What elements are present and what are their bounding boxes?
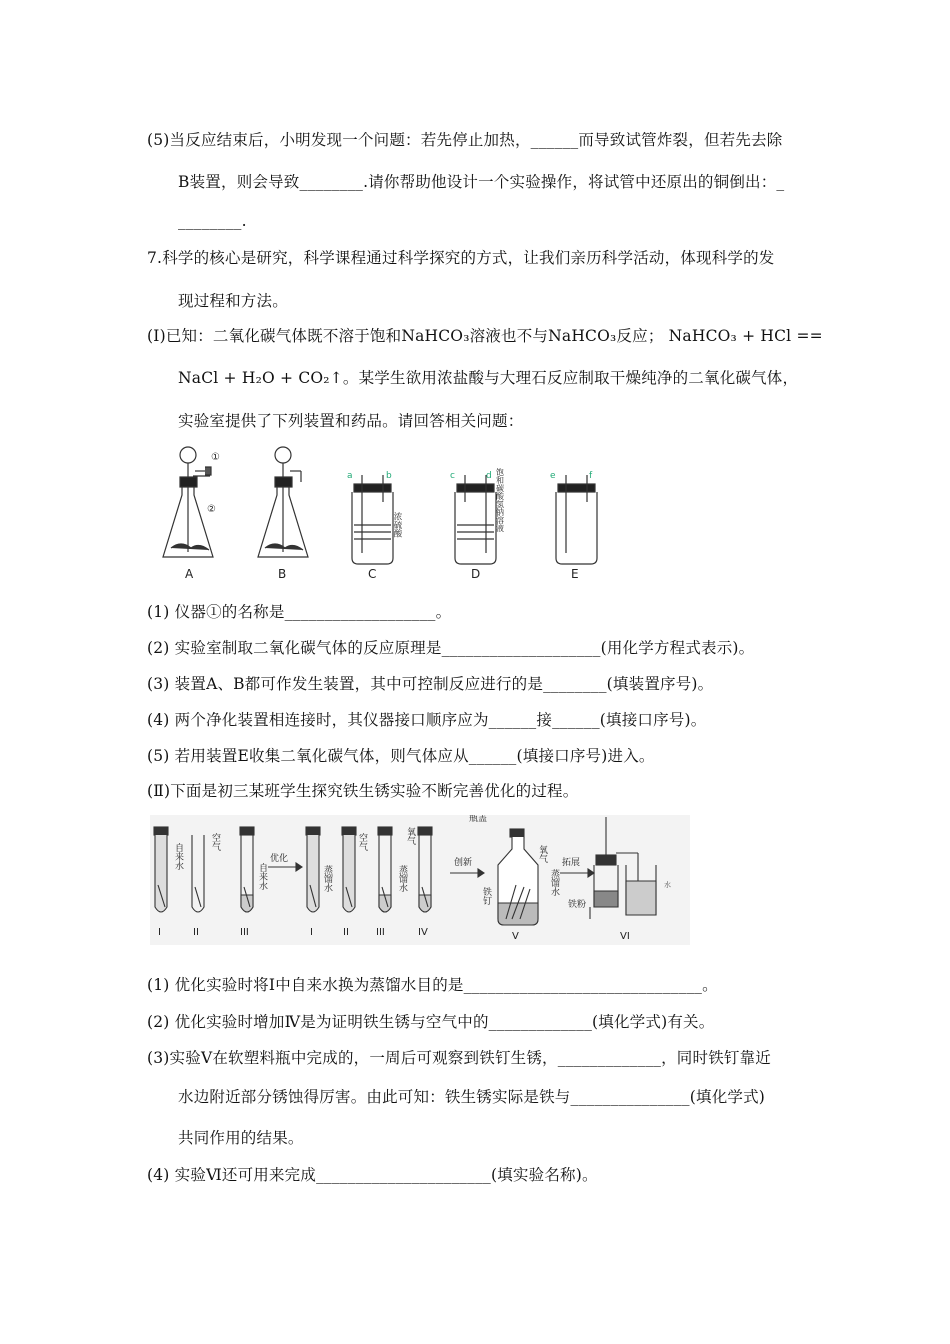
tube-2-ii	[342, 827, 356, 938]
roman-iii-2: III	[376, 927, 385, 938]
apparatus-figure	[155, 440, 605, 588]
q6-part5-line2: B装置，则会导致________.请你帮助他设计一个实验操作，将试管中还原出的铜倒出：_	[178, 173, 785, 191]
part2-q3-line2: 水边附近部分锈蚀得厉害。由此可知：铁生锈实际是铁与_______________(填化学式)	[178, 1088, 766, 1106]
mark-2: ②	[207, 504, 216, 515]
tube-1-iii	[240, 827, 254, 938]
tube-2-i	[306, 827, 320, 938]
label-d: D	[471, 567, 481, 581]
roman-i-1: I	[158, 927, 161, 938]
tap-water-label-1: 自来水	[173, 843, 183, 870]
tube-1-ii	[192, 835, 204, 938]
roman-iv: IV	[418, 927, 428, 938]
arrow-innovate: 创新	[454, 858, 473, 868]
bottle-v	[498, 829, 538, 942]
part1-q5: (5) 若用装置E收集二氧化碳气体，则气体应从______(填接口序号)进入。	[147, 747, 655, 765]
cap-label: 瓶盖	[469, 815, 488, 824]
roman-ii-1: II	[193, 927, 199, 938]
q7-intro-line2: 现过程和方法。	[178, 292, 288, 310]
roman-ii-2: II	[343, 927, 349, 938]
port-c: c	[450, 471, 455, 481]
distilled-label-2: 蒸馏水	[397, 865, 407, 892]
part1-q3: (3) 装置A、B都可作发生装置，其中可控制反应进行的是________(填装置序号)。	[147, 675, 714, 693]
apparatus-e	[550, 471, 597, 581]
part2-q2: (2) 优化实验时增加Ⅳ是为证明铁生锈与空气中的_____________(填化学式)有关。	[147, 1013, 715, 1031]
roman-v: V	[512, 931, 519, 942]
port-e: e	[550, 471, 556, 481]
part2-q4: (4) 实验Ⅵ还可用来完成______________________(填实验名称)。	[147, 1166, 598, 1184]
port-b: b	[386, 471, 392, 481]
port-f: f	[589, 471, 593, 481]
distilled-label-3: 蒸馏水	[549, 869, 559, 896]
label-a: A	[185, 567, 194, 581]
part1-q1: (1) 仪器①的名称是___________________。	[147, 603, 452, 621]
mark-1: ①	[211, 452, 220, 463]
apparatus-d	[450, 467, 505, 581]
setup-vi	[590, 817, 656, 942]
part2-q3-line1: (3)实验Ⅴ在软塑料瓶中完成的，一周后可观察到铁钉生锈，_____________，同时铁钉靠近	[147, 1049, 772, 1067]
apparatus-a	[163, 447, 220, 581]
tap-water-label-2: 自来水	[257, 863, 267, 890]
q6-part5-line3: ________.	[178, 212, 247, 230]
q7-part1-line2: NaCl + H₂O + CO₂↑。某学生欲用浓盐酸与大理石反应制取干燥纯净的二氧化碳气体，	[178, 369, 799, 387]
tube-1-i	[154, 827, 168, 938]
apparatus-b	[258, 447, 308, 581]
q7-part1-line3: 实验室提供了下列装置和药品。请回答相关问题：	[178, 412, 524, 430]
tube-2-iii	[376, 827, 392, 938]
roman-vi: VI	[620, 931, 630, 942]
c-liquid-label: 浓硫酸	[392, 512, 402, 538]
part2-q1: (1) 优化实验时将Ⅰ中自来水换为蒸馏水目的是______________________________。	[147, 976, 718, 994]
iron-powder-label: 铁粉	[568, 900, 587, 910]
part1-q2: (2) 实验室制取二氧化碳气体的反应原理是____________________(用化学方程式表示)。	[147, 639, 755, 657]
port-a: a	[347, 471, 353, 481]
arrow-extend: 拓展	[562, 858, 581, 868]
d-liquid-label: 饱和碳酸氢钠溶液	[495, 468, 505, 532]
port-d: d	[486, 471, 492, 481]
water-label: 水	[664, 881, 671, 889]
q7-part1-line1: (Ⅰ)已知：二氧化碳气体既不溶于饱和NaHCO₃溶液也不与NaHCO₃反应； NaHCO₃ + HCl ==	[147, 327, 823, 345]
air-label-1: 空气	[210, 833, 220, 851]
label-b: B	[278, 567, 287, 581]
roman-iii-1: III	[240, 927, 249, 938]
arrow-optimize: 优化	[270, 854, 289, 864]
nail-label: 铁钉	[481, 887, 491, 905]
label-e: E	[571, 567, 579, 581]
distilled-label-1: 蒸馏水	[322, 865, 332, 892]
label-c: C	[368, 567, 377, 581]
q6-part5-line1: (5)当反应结束后，小明发现一个问题：若先停止加热，______而导致试管炸裂，但若先去除	[147, 131, 783, 149]
oxygen-label-1: 氧气	[405, 827, 415, 845]
air-label-2: 空气	[357, 833, 367, 851]
part2-intro: (Ⅱ)下面是初三某班学生探究铁生锈实验不断完善优化的过程。	[147, 782, 579, 800]
part1-q4: (4) 两个净化装置相连接时，其仪器接口顺序应为______接______(填接口序号)。	[147, 711, 707, 729]
rusting-figure	[150, 815, 690, 945]
tube-2-iv	[418, 827, 432, 938]
q7-intro-line1: 7.科学的核心是研究，科学课程通过科学探究的方式，让我们亲历科学活动，体现科学的发	[147, 249, 775, 267]
roman-i-2: I	[310, 927, 313, 938]
apparatus-c	[347, 471, 402, 581]
part2-q3-line3: 共同作用的结果。	[178, 1129, 304, 1147]
oxygen-label-2: 氧气	[537, 845, 547, 863]
